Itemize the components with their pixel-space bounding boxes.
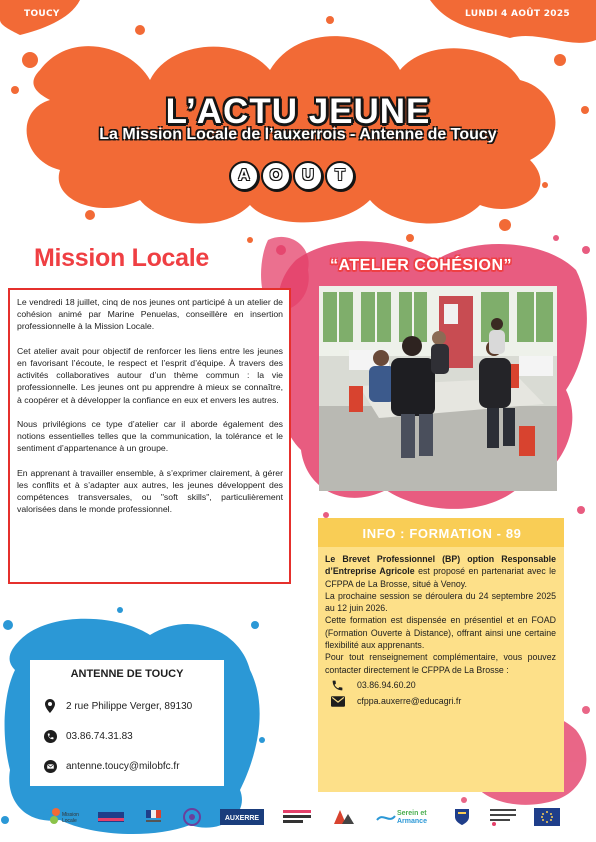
info-session: La prochaine session se déroulera du 24 septembre 2025 au 12 juin 2026. — [325, 590, 556, 614]
info-intro-rest: est proposé en partenariat avec le CFPPA de La Brosse, situé à Venoy. — [325, 566, 556, 589]
svg-text:AUXERRE: AUXERRE — [224, 815, 259, 822]
envelope-icon — [40, 759, 60, 773]
eu-flag-logo — [534, 808, 560, 828]
antenne-address-row — [40, 699, 192, 713]
mission-locale-article — [8, 288, 291, 584]
article-paragraph: Nous privilégions ce type d’atelier car il aborde également des notions essentielles telles que la communication, la tolérance et le sentiment d’appartenance à un groupe. — [17, 419, 283, 454]
svg-text:Armance: Armance — [396, 818, 427, 825]
phone-icon — [325, 679, 349, 692]
info-format: Cette formation est dispensée en présentiel et en FOAD (Formation Ouverte à Distance), offrant ainsi une certaine flexibilité aux apprenants. — [325, 615, 556, 651]
info-phone: 03.86.94.60.20 — [357, 680, 416, 691]
month-letter: O — [261, 161, 291, 191]
info-email-row — [325, 695, 556, 707]
puisaye-logo — [330, 806, 358, 830]
svg-text:Serein et: Serein et — [396, 810, 427, 817]
atelier-photo — [319, 286, 557, 491]
svg-text:Locale: Locale — [62, 818, 77, 824]
partner-logos — [40, 800, 560, 836]
antenne-phone-row — [40, 729, 133, 743]
issue-date: LUNDI 4 AOÛT 2025 — [465, 9, 570, 19]
region-bfc-logo — [280, 806, 314, 830]
article-paragraph: Cet atelier avait pour objectif de renforcer les liens entre les jeunes en favorisant l’écoute, le respect et l’esprit d’équipe. À travers des activités collaboratives autour d’un thème commun : la vie professionnelle. Les jeunes ont pu apprendre à mieux se connaître, à coopérer et à développer la confiance en eux et envers les autres. — [17, 345, 283, 405]
shield-logo — [453, 806, 471, 830]
tonnerrois-logo — [488, 806, 518, 830]
antenne-email[interactable]: antenne.toucy@milobfc.fr — [66, 760, 180, 772]
envelope-icon — [325, 696, 349, 707]
info-intro — [325, 553, 556, 590]
location-pin-icon — [40, 699, 60, 713]
info-phone-row — [325, 679, 556, 692]
info-intro-bold: Le Brevet Professionnel (BP) option Responsable d’Entreprise Agricole — [325, 554, 556, 577]
article-paragraph: En apprenant à travailler ensemble, à s’exprimer clairement, à gérer les conflits et à s’adapter aux autres, les jeunes développent des compétences transversales, ou "soft skills", particulièrement valorisées dans le monde professionnel. — [17, 467, 283, 515]
info-email[interactable]: cfppa.auxerre@educagri.fr — [357, 695, 462, 706]
antenne-phone: 03.86.74.31.83 — [66, 730, 133, 742]
svg-text:Mission: Mission — [62, 812, 79, 818]
info-formation-heading: INFO : FORMATION - 89 — [362, 526, 522, 541]
atelier-heading: “ATELIER COHÉSION” — [330, 257, 513, 274]
month-letter: T — [325, 161, 355, 191]
phone-icon — [40, 729, 60, 743]
prefecture-logo — [143, 806, 165, 830]
serein-armance-logo — [375, 806, 437, 830]
newsletter-title: L’ACTU JEUNE — [165, 92, 431, 131]
month-letter: U — [293, 161, 323, 191]
article-paragraph: Le vendredi 18 juillet, cinq de nos jeunes ont participé à un atelier de cohésion animé par Marine Penuelas, conseillère en insertion professionnelle à la Mission Locale. — [17, 297, 283, 332]
location-label: TOUCY — [24, 9, 60, 19]
info-contact-intro: Pour tout renseignement complémentaire, vous pouvez contacter directement le CFPPA de La Brosse : — [325, 652, 556, 675]
info-formation-text — [325, 553, 556, 707]
france-travail-logo — [96, 806, 126, 830]
month-badges — [229, 161, 355, 191]
newsletter-subtitle: La Mission Locale de l’auxerrois - Antenne de Toucy — [99, 126, 497, 143]
month-letter: A — [229, 161, 259, 191]
antenne-address: 2 rue Philippe Verger, 89130 — [66, 700, 193, 712]
auxerre-logo — [220, 809, 264, 827]
mission-locale-logo — [40, 806, 80, 830]
yonne-logo — [181, 806, 203, 830]
antenne-heading: ANTENNE DE TOUCY — [70, 668, 184, 680]
antenne-email-row — [40, 759, 180, 773]
mission-locale-heading: Mission Locale — [34, 244, 210, 272]
